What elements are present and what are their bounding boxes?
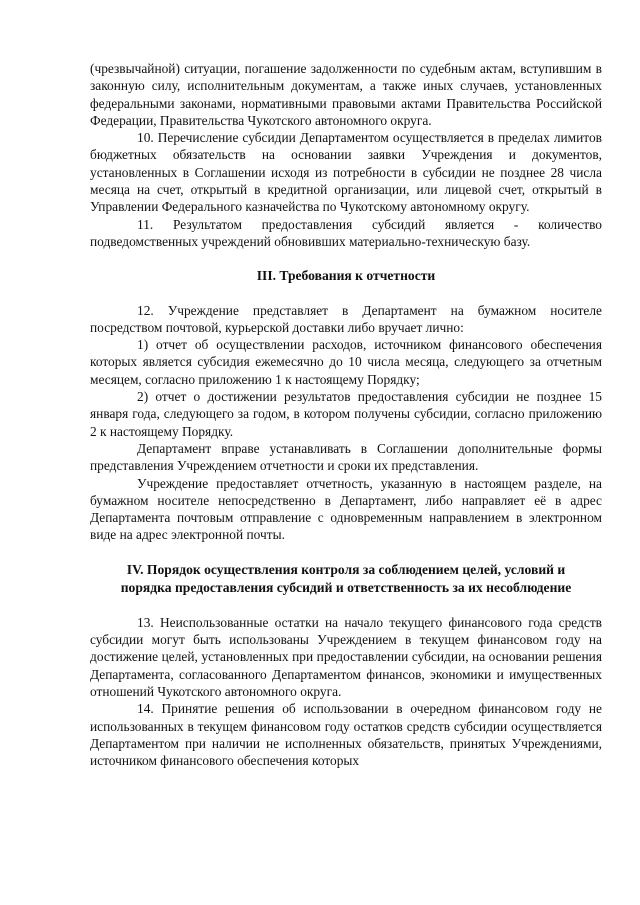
document-page (90, 60, 602, 769)
paragraph-12: 12. Учреждение представляет в Департамент на бумажном носителе посредством почтовой, курьерской доставки либо вручает лично: (90, 302, 602, 335)
section-4-heading-line-2: порядка предоставления субсидий и ответственность за их несоблюдение (120, 579, 572, 595)
section-4-heading-line-1: IV. Порядок осуществления контроля за соблюдением целей, условий и (126, 561, 566, 577)
paragraph-12-item-1: 1) отчет об осуществлении расходов, источником финансового обеспечения которых является субсидия ежемесячно до 10 числа месяца, следующего за отчетным месяцем, согласно приложению 1 к настоящему Порядку; (90, 337, 602, 387)
paragraph-11: 11. Результатом предоставления субсидий является - количество подведомственных учреждений обновивших материально-техническую базу. (90, 216, 602, 249)
paragraph-continuation: (чрезвычайной) ситуации, погашение задолженности по судебным актам, вступившим в законную силу, исполнительным документам, а также иных случаев, установленных федеральными законами, нормативными правовыми актами Правительства Российской Федерации, Правительства Чукотского автономного округа. (90, 61, 602, 128)
paragraph-13: 13. Неиспользованные остатки на начало текущего финансового года средств субсидии могут быть использованы Учреждением в текущем финансовом году на достижение целей, установленных при предоставлении субсидии, на основании решения Департамента, согласованного Департаментом финансов, экономики и имущественных отношений Чукотского автономного округа. (90, 614, 602, 699)
paragraph-department-rights: Департамент вправе устанавливать в Соглашении дополнительные формы представления Учреждением отчетности и сроки их представления. (90, 440, 602, 474)
paragraph-10: 10. Перечисление субсидии Департаментом осуществляется в пределах лимитов бюджетных обязательств на основании заявки Учреждения и документов, установленных в Соглашении исходя из потребности в субсидии не позднее 28 числа месяца на счет, открытый в кредитной организации, или лицевой счет, открытый в Управлении Федерального казначейства по Чукотскому автономному округу. (90, 130, 602, 215)
paragraph-14: 14. Принятие решения об использовании в очередном финансовом году не использованных в текущем финансовом году остатков средств субсидии осуществляется Департаментом при наличии не исполненных обязательств, принятых Учреждениями, источником финансового обеспечения которых (90, 701, 602, 769)
section-4-heading (90, 561, 602, 597)
paragraph-reporting-delivery: Учреждение предоставляет отчетность, указанную в настоящем разделе, на бумажном носителе непосредственно в Департамент, либо направляет её в адрес Департамента почтовым отправление с одновременным направлением в электронном виде на адрес электронной почты. (90, 475, 602, 543)
paragraph-12-item-2: 2) отчет о достижении результатов предоставления субсидии не позднее 15 января года, следующего за годом, в котором получены субсидии, согласно приложению 2 к настоящему Порядку. (90, 389, 602, 439)
section-3-heading: III. Требования к отчетности (256, 268, 436, 284)
